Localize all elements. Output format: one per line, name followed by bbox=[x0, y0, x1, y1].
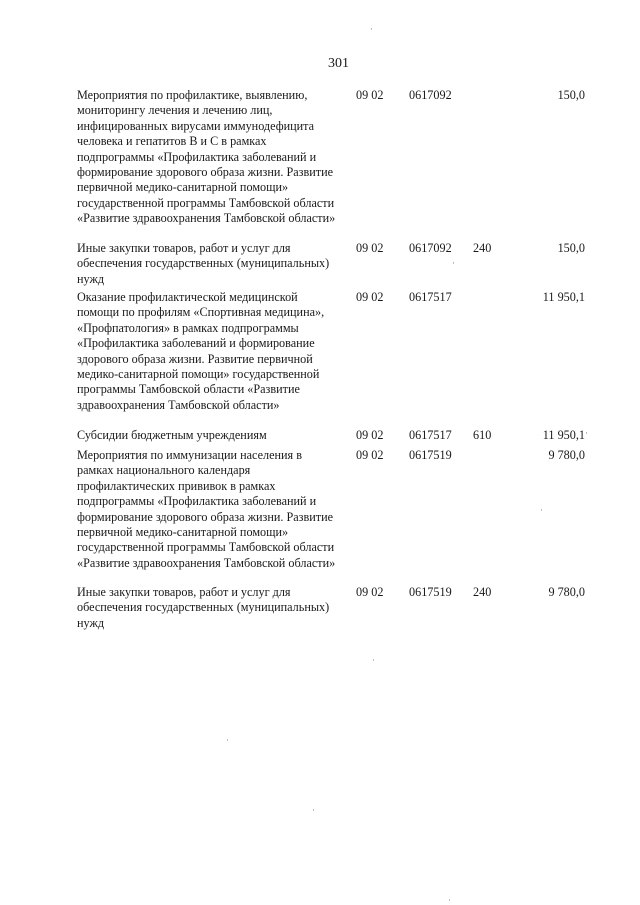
row-target-code: 0617519 bbox=[409, 585, 452, 599]
row-section-code: 09 02 bbox=[356, 290, 384, 304]
row-section-code: 09 02 bbox=[356, 585, 384, 599]
row-section-code: 09 02 bbox=[356, 448, 384, 462]
scan-speck: · bbox=[372, 655, 375, 665]
row-target-code: 0617519 bbox=[409, 448, 452, 462]
row-target-code: 0617517 bbox=[409, 290, 452, 304]
row-target-code: 0617517 bbox=[409, 428, 452, 442]
row-expense-type: 610 bbox=[473, 428, 492, 442]
row-amount: 11 950,1 bbox=[542, 290, 585, 304]
row-section-code: 09 02 bbox=[356, 428, 384, 442]
page-number: 301 bbox=[328, 56, 349, 71]
row-target-code: 0617092 bbox=[409, 241, 452, 255]
scan-speck: · bbox=[585, 428, 588, 438]
scan-speck: · bbox=[226, 735, 229, 745]
row-target-code: 0617092 bbox=[409, 88, 452, 102]
scan-speck: · bbox=[448, 895, 451, 905]
row-section-code: 09 02 bbox=[356, 88, 384, 102]
row-description: Оказание профилактической медицинской помощи по профилям «Спортивная медицина», «Профпатология» в рамках подпрограммы «Профилактика заболеваний и формирование здорового образа жизни. Развитие первичной медико-санитарной помощи» государственной программы Тамбовской области «Развитие здравоохранения Тамбовской области» bbox=[77, 290, 325, 412]
row-description: Мероприятия по профилактике, выявлению, мониторингу лечения и лечению лиц, инфицированных вирусами иммунодефицита человека и гепатитов В и С в рамках подпрограммы «Профилактика заболеваний и формирование здорового образа жизни. Развитие первичной медико-санитарной помощи» государственной программы Тамбовской области «Развитие здравоохранения Тамбовской области» bbox=[77, 88, 336, 226]
row-expense-type: 240 bbox=[473, 241, 492, 255]
row-description: Субсидии бюджетным учреждениям bbox=[77, 428, 267, 442]
scan-speck: · bbox=[540, 505, 543, 515]
row-description: Мероприятия по иммунизации населения в рамках национального календаря профилактических прививок в рамках подпрограммы «Профилактика заболеваний и формирование здорового образа жизни. Развитие первичной медико-санитарной помощи» государственной программы Тамбовской области «Развитие здравоохранения Тамбовской области» bbox=[77, 448, 336, 570]
row-amount: 9 780,0 bbox=[548, 585, 585, 599]
row-amount: 9 780,0 bbox=[548, 448, 585, 462]
row-description: Иные закупки товаров, работ и услуг для обеспечения государственных (муниципальных) нужд bbox=[77, 241, 330, 286]
scan-speck: · bbox=[370, 24, 373, 34]
row-description: Иные закупки товаров, работ и услуг для обеспечения государственных (муниципальных) нужд bbox=[77, 585, 330, 630]
row-section-code: 09 02 bbox=[356, 241, 384, 255]
row-expense-type: 240 bbox=[473, 585, 492, 599]
scan-speck: · bbox=[312, 805, 315, 815]
scan-speck: · bbox=[452, 258, 455, 268]
row-amount: 11 950,1 bbox=[542, 428, 585, 442]
row-amount: 150,0 bbox=[557, 241, 585, 255]
row-amount: 150,0 bbox=[557, 88, 585, 102]
